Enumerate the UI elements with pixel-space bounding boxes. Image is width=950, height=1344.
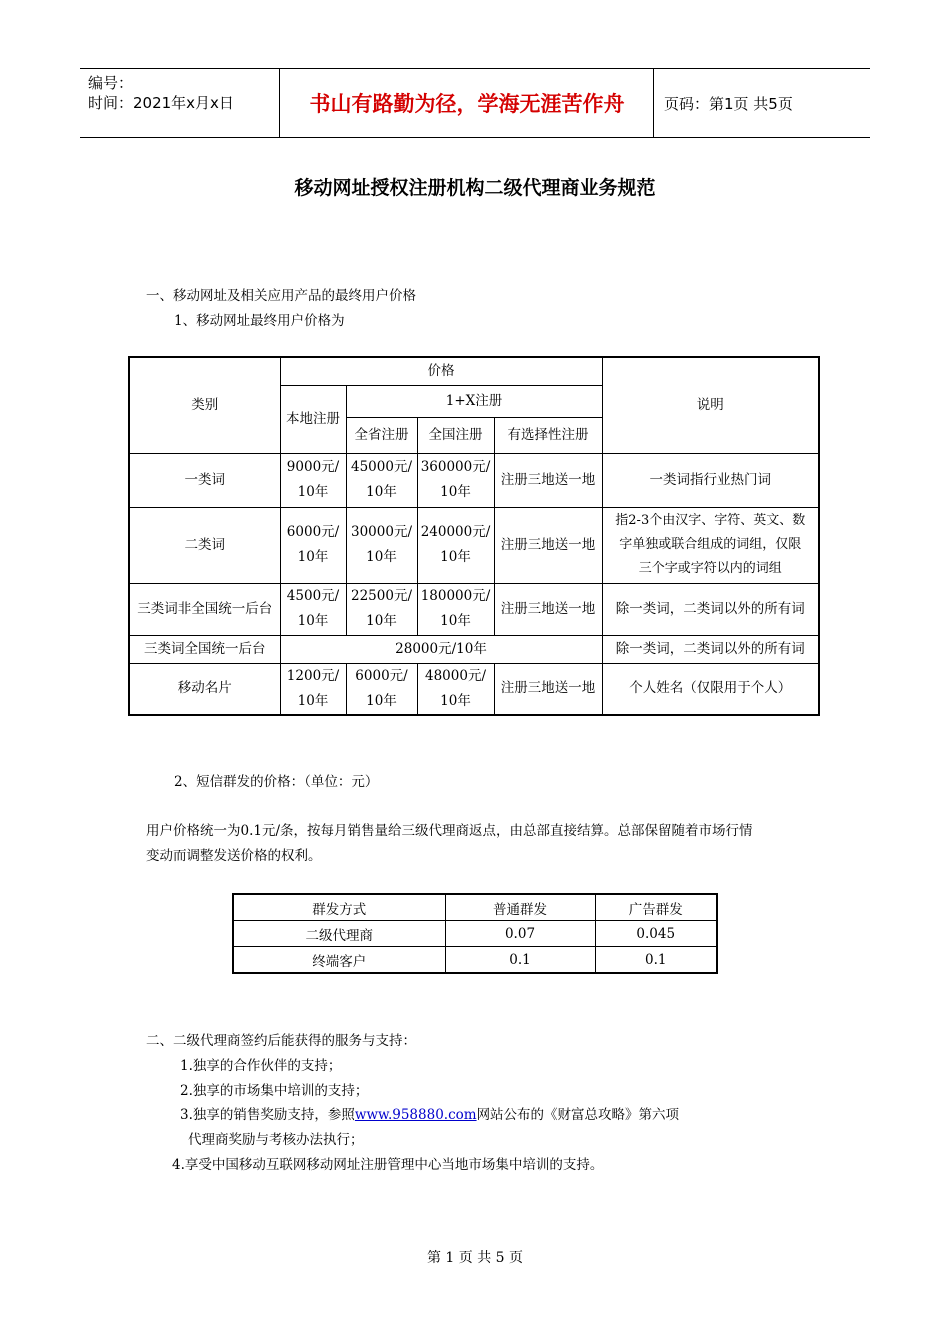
header-meta xyxy=(80,69,280,137)
row-selective: 注册三地送一地 xyxy=(494,453,602,507)
row-selective: 注册三地送一地 xyxy=(494,507,602,583)
row-note: 一类词指行业热门词 xyxy=(602,453,819,507)
document-title: 移动网址授权注册机构二级代理商业务规范 xyxy=(294,177,656,199)
website-link[interactable]: www.958880.com xyxy=(354,1107,477,1123)
table-row xyxy=(233,921,717,947)
row-province: 6000元/ 10年 xyxy=(346,663,417,715)
section2-item3-text-post: 网站公布的《财富总攻略》第六项 xyxy=(476,1107,680,1123)
doc-time-label: 时间：2021年x月x日 xyxy=(88,94,234,112)
row-note: 指2-3个由汉字、字符、英文、数 字单独或联合组成的词组，仅限 三个字或字符以内的词组 xyxy=(602,507,819,583)
section1-heading: 一、移动网址及相关应用产品的最终用户价格 xyxy=(146,288,416,304)
header-national: 全国注册 xyxy=(417,417,494,453)
row-category: 一类词 xyxy=(129,453,280,507)
row-province: 45000元/ 10年 xyxy=(346,453,417,507)
row-local: 6000元/ 10年 xyxy=(280,507,346,583)
table-cell: 0.07 xyxy=(445,921,595,947)
col-header: 普通群发 xyxy=(445,894,595,921)
row-national: 48000元/ 10年 xyxy=(417,663,494,715)
header-price: 价格 xyxy=(280,357,602,385)
row-category: 二类词 xyxy=(129,507,280,583)
table-row xyxy=(233,947,717,974)
row-province: 30000元/ 10年 xyxy=(346,507,417,583)
header-onex: 1+X注册 xyxy=(346,385,602,417)
row-province: 22500元/ 10年 xyxy=(346,583,417,635)
page-footer: 第 1 页 共 5 页 xyxy=(426,1250,524,1266)
row-national: 240000元/ 10年 xyxy=(417,507,494,583)
row-selective: 注册三地送一地 xyxy=(494,583,602,635)
sms-price-table xyxy=(232,893,718,974)
row-local: 4500元/ 10年 xyxy=(280,583,346,635)
section2-item2: 2.独享的市场集中培训的支持； xyxy=(180,1083,369,1099)
section2-item3 xyxy=(180,1104,679,1126)
row-category: 三类词非全国统一后台 xyxy=(129,583,280,635)
header-selective: 有选择性注册 xyxy=(494,417,602,453)
section2-heading: 二、二级代理商签约后能获得的服务与支持： xyxy=(146,1033,416,1049)
header-category: 类别 xyxy=(129,357,280,453)
header-page-info: 页码：第1页 共5页 xyxy=(664,94,793,113)
table-row xyxy=(129,663,819,715)
section2-item4: 4.享受中国移动互联网移动网址注册管理中心当地市场集中培训的支持。 xyxy=(172,1157,604,1173)
sms-para2: 变动而调整发送价格的权利。 xyxy=(146,848,322,864)
table-cell: 0.1 xyxy=(445,947,595,974)
table-row xyxy=(129,453,819,507)
row-note: 除一类词，二类词以外的所有词 xyxy=(602,635,819,663)
row-local: 1200元/ 10年 xyxy=(280,663,346,715)
col-header: 广告群发 xyxy=(595,894,717,921)
sms-para1: 用户价格统一为0.1元/条，按每月销售量给三级代理商返点，由总部直接结算。总部保留随着市场行情 xyxy=(146,823,753,839)
section2-item1: 1.独享的合作伙伴的支持； xyxy=(180,1058,342,1074)
table-row xyxy=(129,635,819,663)
header-local: 本地注册 xyxy=(280,385,346,453)
table-row xyxy=(129,507,819,583)
section2-item3-cont: 代理商奖励与考核办法执行； xyxy=(188,1132,364,1148)
header-note: 说明 xyxy=(602,357,819,453)
sms-heading: 2、短信群发的价格：（单位：元） xyxy=(174,774,379,790)
section1-sub1: 1、移动网址最终用户价格为 xyxy=(174,313,345,329)
section2-item3-text: 3.独享的销售奖励支持，参照 xyxy=(180,1107,355,1123)
row-note: 除一类词，二类词以外的所有词 xyxy=(602,583,819,635)
table-header-row xyxy=(233,894,717,921)
price-table xyxy=(128,356,820,716)
page-header xyxy=(80,68,870,138)
col-header: 群发方式 xyxy=(233,894,445,921)
row-category: 三类词全国统一后台 xyxy=(129,635,280,663)
table-row xyxy=(129,583,819,635)
row-national: 360000元/ 10年 xyxy=(417,453,494,507)
table-cell: 终端客户 xyxy=(233,947,445,974)
doc-number-label: 编号： xyxy=(88,74,134,92)
row-local: 9000元/ 10年 xyxy=(280,453,346,507)
row-unified-price: 28000元/10年 xyxy=(280,635,602,663)
table-cell: 0.045 xyxy=(595,921,717,947)
header-province: 全省注册 xyxy=(346,417,417,453)
table-cell: 二级代理商 xyxy=(233,921,445,947)
row-note: 个人姓名（仅限用于个人） xyxy=(602,663,819,715)
header-motto: 书山有路勤为径，学海无涯苦作舟 xyxy=(281,69,654,137)
row-national: 180000元/ 10年 xyxy=(417,583,494,635)
table-cell: 0.1 xyxy=(595,947,717,974)
row-selective: 注册三地送一地 xyxy=(494,663,602,715)
row-category: 移动名片 xyxy=(129,663,280,715)
